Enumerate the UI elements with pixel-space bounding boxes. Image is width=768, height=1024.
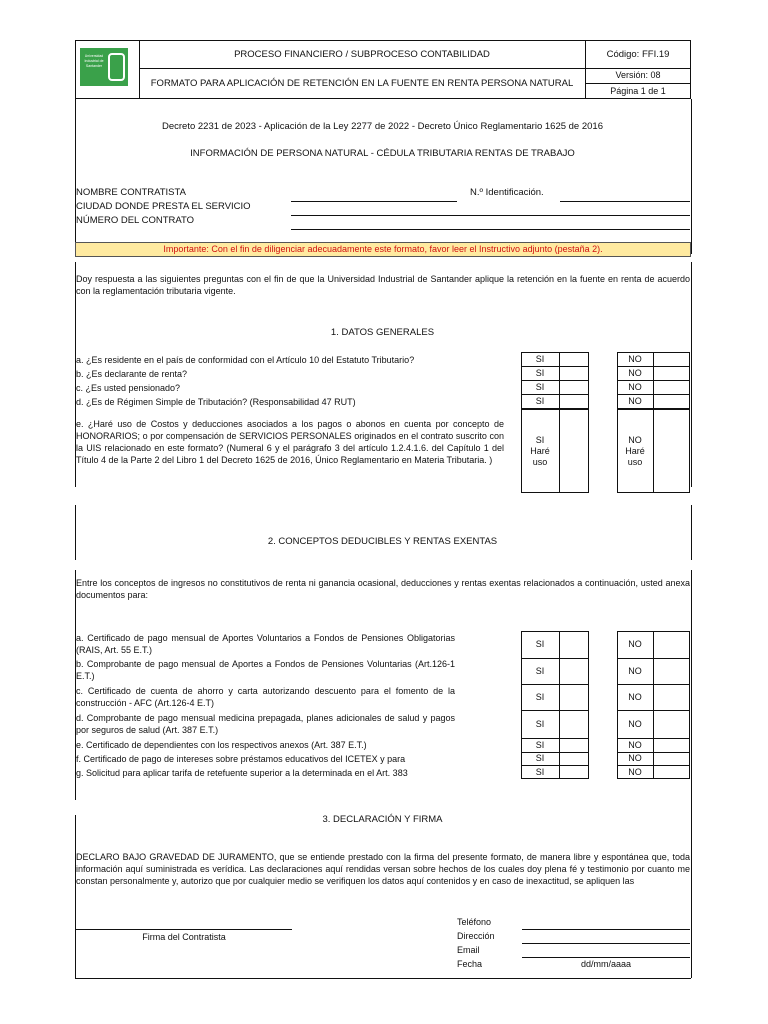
info-title: INFORMACIÓN DE PERSONA NATURAL - CÉDULA TRIBUTARIA RENTAS DE TRABAJO [190, 148, 575, 159]
intro-text: Doy respuesta a las siguientes preguntas con el fin de que la Universidad Industrial de Santander aplique la retención en la fuente en renta de acuerdo con la reglamentación tributaria vigente. [76, 274, 690, 296]
date-field[interactable]: dd/mm/aaaa [580, 959, 632, 969]
question-e: e. ¿Haré uso de Costos y deducciones asociados a los pagos o abonos en cuenta por concepto de HONORARIOS; o por compensación de SERVICIOS PERSONALES originados en el contrato suscrito con la UIS relacionado en este formato? (Numeral 6 y el parágrafo 3 del artículo 1.2.4.1.6. del Capítulo 1 del Título 4 de la Parte 2 del Libro 1 del Decreto 1625 de 2016, Único Reglamentario en Materia Tributaria. ) [76, 419, 504, 465]
no-check-d[interactable] [653, 394, 690, 409]
no-label-b: NO [628, 367, 642, 378]
ded-yes-check[interactable] [559, 631, 589, 779]
yes-label-a: SI [535, 353, 545, 364]
form-page: Página 1 de 1 [610, 85, 666, 96]
no-use-label: NO Haré uso [625, 434, 645, 467]
section3-title: 3. DECLARACIÓN Y FIRMA [322, 814, 443, 825]
ded-yes-c: SI [535, 691, 545, 702]
id-number-label: N.º Identificación. [470, 187, 544, 198]
no-label-a: NO [628, 353, 642, 364]
section1-title: 1. DATOS GENERALES [330, 327, 435, 338]
ded-yes-d: SI [535, 718, 545, 729]
university-logo [80, 48, 128, 86]
signature-line[interactable] [76, 929, 292, 930]
no-label-c: NO [628, 381, 642, 392]
logo-mark-icon [108, 53, 125, 81]
email-label: Email [457, 945, 480, 955]
form-version: Versión: 08 [615, 70, 661, 80]
no-check-b[interactable] [653, 366, 690, 380]
ded-no-d: NO [628, 718, 642, 729]
ded-no-a: NO [628, 639, 642, 649]
yes-label-d: SI [535, 396, 545, 406]
yes-use-check[interactable] [559, 409, 589, 493]
declaration-text: DECLARO BAJO GRAVEDAD DE JURAMENTO, que se entiende prestado con la firma del presente formato, de manera libre y espontánea que, toda información aquí suministrada es verídica. Las declaraciones aquí rendidas versan sobre hechos de los cuales doy plena fé y testimonio por cuanto me constan personalmente y, autorizo que por cualquier medio se verifiquen los datos aquí contenidos y en caso de inexactitud, se apliquen las [76, 852, 690, 886]
section2-intro: Entre los conceptos de ingresos no constitutivos de renta ni ganancia ocasional, deducciones y rentas exentas relacionados a continuación, usted anexa documentos para: [76, 578, 690, 600]
ded-yes-a: SI [535, 639, 545, 649]
ded-yes-b: SI [535, 665, 545, 676]
deduction-g: g. Solicitud para aplicar tarifa de retefuente superior a la determinada en el Art. 383 [76, 768, 408, 778]
date-label: Fecha [457, 959, 483, 969]
no-use-check[interactable] [653, 409, 690, 493]
yes-check-d[interactable] [559, 394, 589, 409]
contractor-name-label: NOMBRE CONTRATISTA [76, 187, 186, 198]
ded-no-e: NO [628, 739, 642, 750]
process-title: PROCESO FINANCIERO / SUBPROCESO CONTABILIDAD [234, 48, 490, 60]
no-check-c[interactable] [653, 380, 690, 394]
ded-no-g: NO [628, 766, 642, 777]
yes-label-b: SI [535, 367, 545, 378]
bottom-border [75, 978, 691, 979]
form-title: FORMATO PARA APLICACIÓN DE RETENCIÓN EN LA FUENTE EN RENTA PERSONA NATURAL [150, 78, 574, 89]
yes-use-label: SI Haré uso [530, 434, 550, 467]
ded-yes-g: SI [535, 766, 545, 777]
ded-no-check[interactable] [653, 631, 690, 779]
contractor-name-field[interactable] [291, 201, 457, 202]
yes-check-b[interactable] [559, 366, 589, 380]
city-label: CIUDAD DONDE PRESTA EL SERVICIO [76, 201, 251, 212]
decree-line: Decreto 2231 de 2023 - Aplicación de la Ley 2277 de 2022 - Decreto Único Reglamentario 1625 de 2016 [162, 121, 603, 132]
signature-label: Firma del Contratista [142, 932, 226, 942]
question-c: c. ¿Es usted pensionado? [76, 383, 181, 393]
yes-label-c: SI [535, 381, 545, 392]
phone-field[interactable] [522, 929, 690, 930]
deduction-d: d. Comprobante de pago mensual medicina prepagada, planes adicionales de salud y pagos por seguros de salud (Art. 387 E.T.) [76, 713, 455, 735]
ded-no-c: NO [628, 691, 642, 702]
deduction-c: c. Certificado de cuenta de ahorro y carta autorizando descuento para el fomento de la construcción - AFC (Art.126-4 E.T) [76, 686, 455, 708]
ded-yes-f: SI [535, 753, 545, 763]
question-a: a. ¿Es residente en el país de conformidad con el Artículo 10 del Estatuto Tributario? [76, 355, 415, 365]
form-code: Código: FFI.19 [606, 48, 670, 60]
phone-label: Teléfono [457, 917, 492, 927]
ded-no-b: NO [628, 665, 642, 676]
id-number-field[interactable] [560, 201, 690, 202]
deduction-b: b. Comprobante de pago mensual de Aportes a Fondos de Pensiones Voluntarias (Art.126-1 E.T.) [76, 659, 455, 681]
address-label: Dirección [457, 931, 495, 941]
no-check-a[interactable] [653, 352, 690, 366]
city-field[interactable] [291, 215, 690, 216]
no-label-d: NO [628, 396, 642, 406]
contract-number-label: NÚMERO DEL CONTRATO [76, 215, 195, 226]
deduction-f: f. Certificado de pago de intereses sobre préstamos educativos del ICETEX y para [76, 754, 406, 764]
important-note: Importante: Con el fin de diligenciar adecuadamente este formato, favor leer el Instructivo adjunto (pestaña 2). [75, 242, 691, 257]
contract-number-field[interactable] [291, 229, 690, 230]
address-field[interactable] [522, 943, 690, 944]
yes-check-c[interactable] [559, 380, 589, 394]
yes-check-a[interactable] [559, 352, 589, 366]
ded-no-f: NO [628, 753, 642, 763]
question-b: b. ¿Es declarante de renta? [76, 369, 188, 379]
question-d: d. ¿Es de Régimen Simple de Tributación? (Responsabilidad 47 RUT) [76, 397, 356, 407]
deduction-e: e. Certificado de dependientes con los respectivos anexos (Art. 387 E.T.) [76, 740, 367, 750]
ded-yes-e: SI [535, 739, 545, 750]
section2-title: 2. CONCEPTOS DEDUCIBLES Y RENTAS EXENTAS [267, 536, 498, 547]
deduction-a: a. Certificado de pago mensual de Aportes Voluntarios a Fondos de Pensiones Obligatorias (RAIS, Art. 55 E.T.) [76, 633, 455, 655]
logo-text: Universidad Industrial de Santander [84, 54, 104, 68]
